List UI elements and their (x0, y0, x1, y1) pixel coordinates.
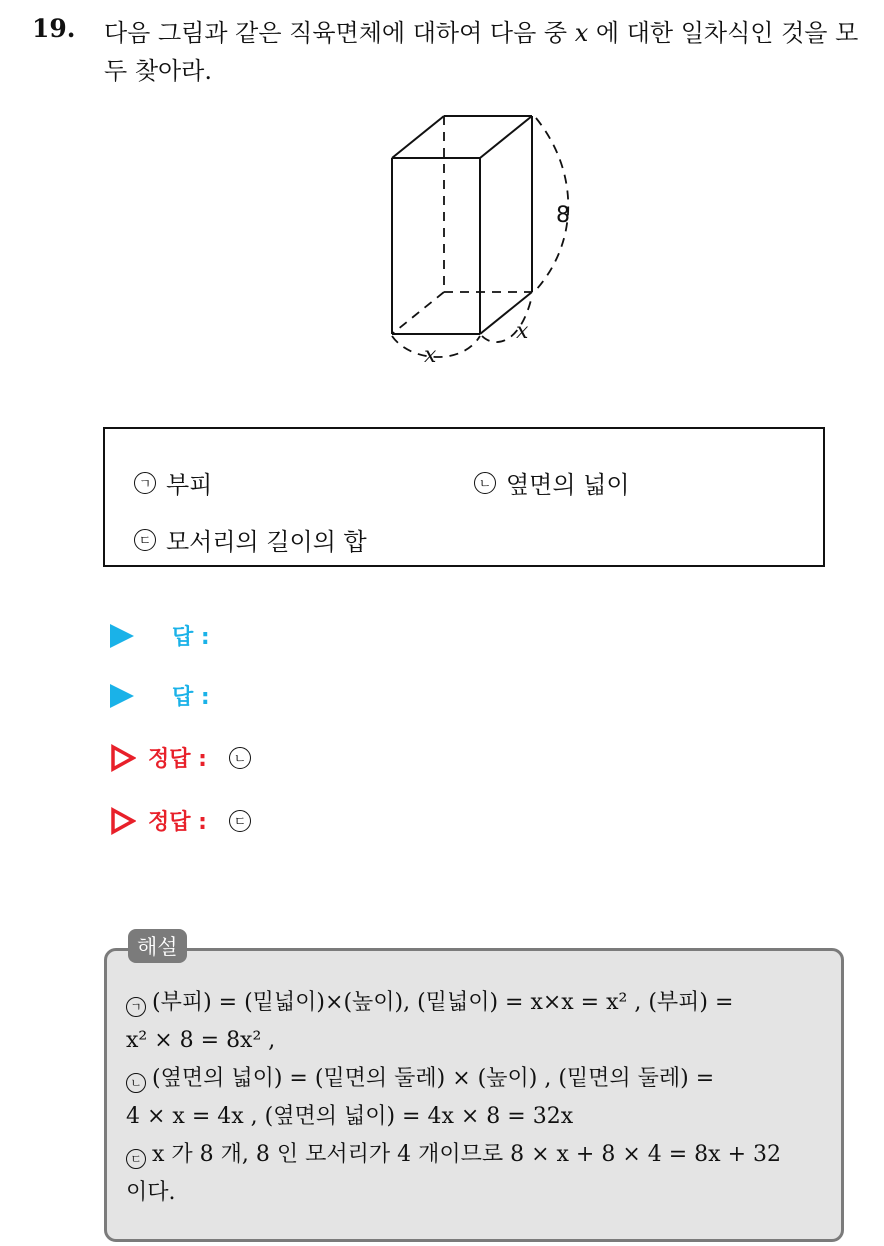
explanation-line (126, 1174, 826, 1212)
answer-label: 답 : (172, 625, 210, 650)
explanation-line-text: (부피) = (밑넓이)×(높이), (밑넓이) = x×x = x² , (부피) = (152, 990, 734, 1015)
answer-input-row[interactable] (110, 620, 210, 651)
correct-answer-label: 정답 : (148, 810, 207, 835)
explanation-marker: ㄴ (126, 1073, 146, 1093)
depth-label: x (516, 319, 529, 344)
question-text (104, 14, 864, 90)
explanation-line-text: x 가 8 개, 8 인 모서리가 4 개이므로 8 × x + 8 × 4 = 8x + 32 (152, 1142, 781, 1167)
explanation-marker: ㄱ (126, 997, 146, 1017)
cuboid-figure (380, 108, 580, 378)
correct-answer-label: 정답 : (148, 747, 207, 772)
question-variable: x (574, 19, 589, 47)
explanation-text (126, 984, 826, 1212)
explanation-line-text: 이다. (126, 1180, 176, 1205)
question-text-after: 에 대한 일차식인 것을 모두 찾아라. (104, 19, 859, 85)
explanation-line (126, 1022, 826, 1060)
explanation-line (126, 1136, 826, 1174)
choice-item (134, 522, 367, 557)
choice-item (474, 465, 630, 500)
explanation-line (126, 984, 826, 1022)
question-text-before: 다음 그림과 같은 직육면체에 대하여 다음 중 (104, 19, 568, 47)
play-triangle-icon (110, 624, 134, 648)
explanation-line-text: x² × 8 = 8x² , (126, 1028, 276, 1053)
answer-label: 답 : (172, 685, 210, 710)
explanation-line-text: 4 × x = 4x , (옆면의 넓이) = 4x × 8 = 32x (126, 1104, 574, 1129)
correct-answer-row (110, 742, 251, 773)
answer-input-row[interactable] (110, 680, 210, 711)
explanation-line (126, 1098, 826, 1136)
explanation-marker: ㄷ (126, 1149, 146, 1169)
choice-item (134, 465, 212, 500)
question-number: 19. (32, 14, 76, 43)
height-label: 8 (556, 203, 570, 228)
choice-marker: ㄴ (474, 472, 496, 494)
correct-answer-marker: ㄷ (229, 810, 251, 832)
choice-marker: ㄱ (134, 472, 156, 494)
explanation-tag: 해설 (128, 929, 187, 963)
play-triangle-icon (110, 684, 134, 708)
explanation-line (126, 1060, 826, 1098)
choice-text: 부피 (166, 471, 213, 499)
choice-marker: ㄷ (134, 529, 156, 551)
choice-text: 모서리의 길이의 합 (166, 528, 367, 556)
correct-answer-marker: ㄴ (229, 747, 251, 769)
choice-text: 옆면의 넓이 (506, 471, 630, 499)
outline-triangle-icon (110, 807, 136, 835)
width-label: x (424, 343, 437, 368)
outline-triangle-icon (110, 744, 136, 772)
correct-answer-row (110, 805, 251, 836)
explanation-line-text: (옆면의 넓이) = (밑면의 둘레) × (높이) , (밑면의 둘레) = (152, 1066, 715, 1091)
